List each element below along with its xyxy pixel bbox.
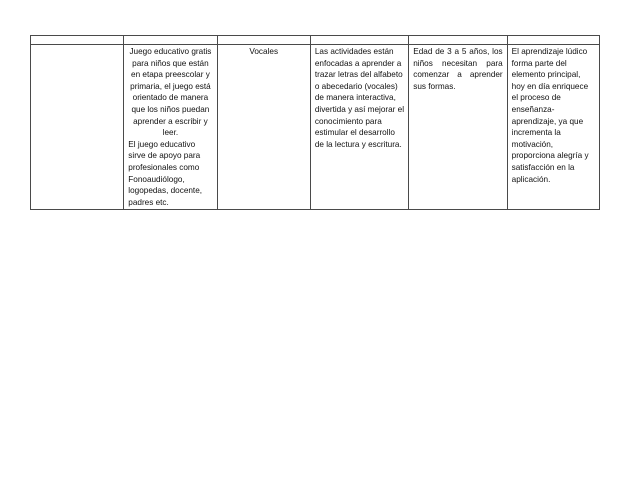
- learning-cell: El aprendizaje lúdico forma parte del elemento principal, hoy en día enriquece el proceso de enseñanza-aprendizaje, ya que incrementa la motivación, proporciona alegría y satisfacción en la aplicación.: [507, 45, 599, 210]
- topic-cell: Vocales: [217, 45, 310, 210]
- empty-cell: [31, 45, 124, 210]
- activity-table: [30, 35, 600, 210]
- description-centered: Juego educativo gratis para niños que están en etapa preescolar y primaria, el juego está orientado de manera que los niños puedan aprender a escribir y leer.: [129, 47, 212, 138]
- header-cell: [31, 36, 124, 45]
- header-cell: [409, 36, 507, 45]
- header-cell: [310, 36, 408, 45]
- description-left: El juego educativo sirve de apoyo para profesionales como Fonoaudiólogo, logopedas, docente, padres etc.: [128, 139, 203, 207]
- header-cell: [507, 36, 599, 45]
- header-cell: [124, 36, 217, 45]
- table-row: [31, 45, 600, 210]
- age-cell: Edad de 3 a 5 años, los niños necesitan para comenzar a aprender sus formas.: [409, 45, 507, 210]
- description-cell: [124, 45, 217, 210]
- header-cell: [217, 36, 310, 45]
- table-header-row: [31, 36, 600, 45]
- activities-cell: Las actividades están enfocadas a aprender a trazar letras del alfabeto o abecedario (vocales) de manera interactiva, divertida y así mejorar el conocimiento para estimular el desarrollo de la lectura y escritura.: [310, 45, 408, 210]
